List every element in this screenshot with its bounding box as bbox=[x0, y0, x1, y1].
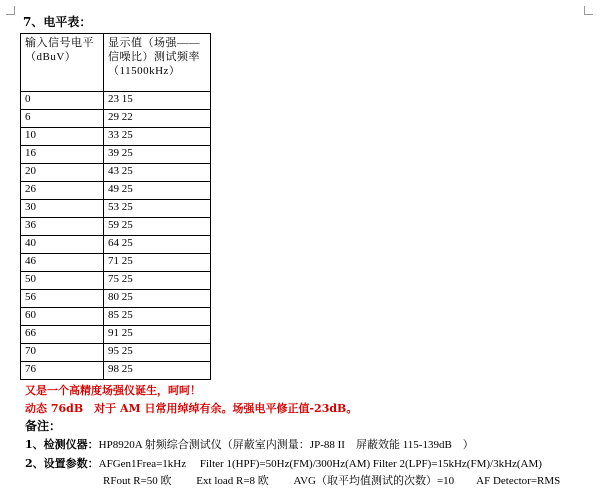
input-level-cell: 76 bbox=[21, 362, 104, 380]
input-level-cell: 66 bbox=[21, 326, 104, 344]
input-level-cell: 46 bbox=[21, 254, 104, 272]
display-value-cell: 80 25 bbox=[104, 290, 211, 308]
table-row bbox=[21, 254, 211, 272]
input-level-cell: 36 bbox=[21, 218, 104, 236]
display-value-cell: 29 22 bbox=[104, 110, 211, 128]
display-value-cell: 49 25 bbox=[104, 182, 211, 200]
display-value-cell: 59 25 bbox=[104, 218, 211, 236]
input-level-cell: 10 bbox=[21, 128, 104, 146]
table-body bbox=[21, 34, 211, 380]
display-value-cell: 75 25 bbox=[104, 272, 211, 290]
display-value-cell: 98 25 bbox=[104, 362, 211, 380]
input-level-cell: 26 bbox=[21, 182, 104, 200]
input-level-cell: 60 bbox=[21, 308, 104, 326]
table-row bbox=[21, 182, 211, 200]
section-heading: 7、电平表： bbox=[23, 15, 92, 29]
remark-item-1-label: 1、检测仪器： bbox=[25, 438, 99, 451]
page-corner-mark-left bbox=[6, 6, 15, 15]
input-level-cell: 6 bbox=[21, 110, 104, 128]
table-row bbox=[21, 128, 211, 146]
table-row bbox=[21, 326, 211, 344]
input-level-cell: 0 bbox=[21, 92, 104, 110]
display-value-cell: 85 25 bbox=[104, 308, 211, 326]
table-row bbox=[21, 290, 211, 308]
remark-item-2-text: AFGen1Frea=1kHz Filter 1(HPF)=50Hz(FM)/300Hz(AM) Filter 2(LPF)=15kHz(FM)/3kHz(AM) bbox=[98, 458, 542, 470]
remark-item-3: RFout R=50 欧 Ext load R=8 欧 AVG（取平均值测试的次数）=10 AF Detector=RMS bbox=[103, 475, 561, 487]
table-row bbox=[21, 362, 211, 380]
display-value-cell: 91 25 bbox=[104, 326, 211, 344]
input-level-cell: 56 bbox=[21, 290, 104, 308]
display-value-cell: 71 25 bbox=[104, 254, 211, 272]
display-value-cell: 95 25 bbox=[104, 344, 211, 362]
table-row bbox=[21, 146, 211, 164]
page-corner-mark-right bbox=[584, 6, 593, 15]
input-level-cell: 16 bbox=[21, 146, 104, 164]
display-value-cell: 23 15 bbox=[104, 92, 211, 110]
red-note-line-2: 动态 76dB 对于 AM 日常用绰绰有余。场强电平修正值-23dB。 bbox=[25, 402, 358, 415]
table-row bbox=[21, 344, 211, 362]
input-level-cell: 30 bbox=[21, 200, 104, 218]
remarks-title: 备注： bbox=[25, 419, 62, 433]
display-value-cell: 53 25 bbox=[104, 200, 211, 218]
red-note-line-1: 又是一个高精度场强仪诞生，呵呵！ bbox=[25, 384, 201, 397]
input-level-cell: 50 bbox=[21, 272, 104, 290]
display-value-cell: 64 25 bbox=[104, 236, 211, 254]
header-input-level: 输入信号电平（dBuV） bbox=[21, 34, 104, 92]
table-row bbox=[21, 110, 211, 128]
header-display-value: 显示值（场强——信噪比）测试频率（11500kHz） bbox=[104, 34, 211, 92]
remark-item-2 bbox=[25, 456, 542, 472]
input-level-cell: 70 bbox=[21, 344, 104, 362]
table-row bbox=[21, 308, 211, 326]
display-value-cell: 33 25 bbox=[104, 128, 211, 146]
table-row bbox=[21, 200, 211, 218]
input-level-cell: 40 bbox=[21, 236, 104, 254]
remark-item-1 bbox=[25, 437, 474, 453]
display-value-cell: 39 25 bbox=[104, 146, 211, 164]
remark-item-1-text: HP8920A 射频综合测试仪（屏蔽室内测量：JP-88 II 屏蔽效能 115-139dB ） bbox=[98, 439, 474, 451]
level-meter-table bbox=[20, 33, 211, 380]
table-row bbox=[21, 164, 211, 182]
remark-item-2-label: 2、设置参数： bbox=[25, 457, 99, 470]
table-row bbox=[21, 236, 211, 254]
table-row bbox=[21, 218, 211, 236]
table-row bbox=[21, 92, 211, 110]
input-level-cell: 20 bbox=[21, 164, 104, 182]
table-header-row bbox=[21, 34, 211, 92]
display-value-cell: 43 25 bbox=[104, 164, 211, 182]
table-row bbox=[21, 272, 211, 290]
